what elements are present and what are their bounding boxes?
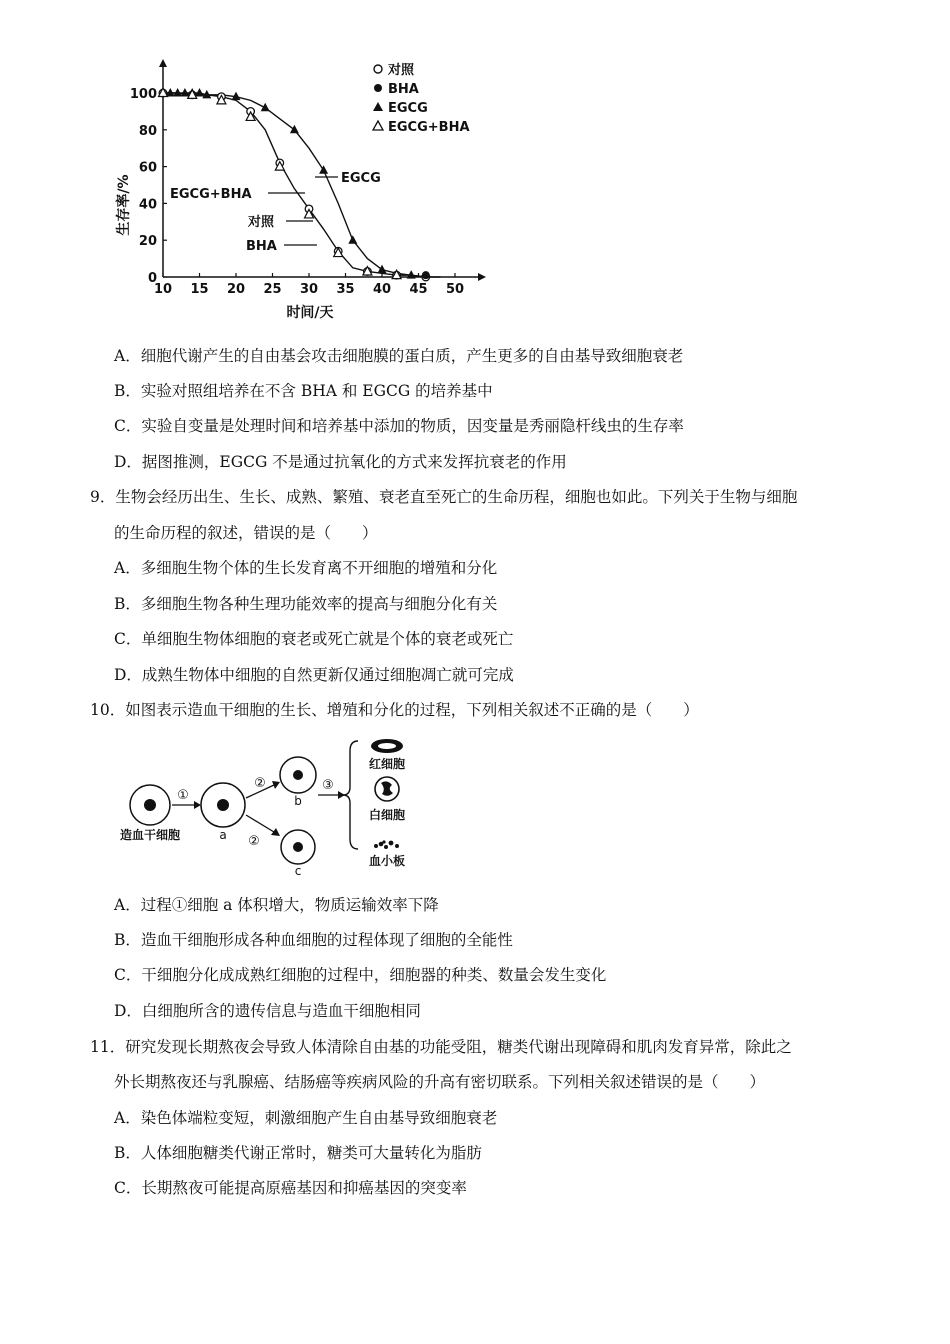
q9-stem-line2: 的生命历程的叙述，错误的是（ ）	[114, 524, 378, 542]
rbc-label: 红细胞	[368, 757, 406, 771]
x-tick-label: 15	[190, 282, 209, 297]
stem-cell-nucleus	[144, 799, 156, 811]
y-tick-label: 60	[138, 160, 157, 176]
q11-option-b[interactable]: B．人体细胞糖类代谢正常时，糖类可大量转化为脂肪	[114, 1144, 482, 1162]
legend-item-control: 对照	[388, 63, 415, 78]
annotation-egcg-bha: EGCG+BHA	[170, 187, 252, 202]
brace	[343, 741, 358, 849]
y-axis-arrow	[159, 59, 167, 67]
x-tick-label: 10	[153, 282, 173, 297]
series-curve-EGCG	[163, 93, 426, 277]
marker-egcg	[173, 88, 182, 97]
annotation-bha: BHA	[246, 239, 277, 254]
marker-egcg	[195, 88, 204, 97]
q9-option-b[interactable]: B．多细胞生物各种生理功能效率的提高与细胞分化有关	[114, 595, 498, 613]
q9-stem-line1: 9．生物会经历出生、生长、成熟、繁殖、衰老直至死亡的生命历程，细胞也如此。下列关于生物与细胞	[90, 488, 798, 506]
legend-item-egcg: EGCG	[388, 101, 428, 116]
x-tick-label: 20	[226, 282, 246, 297]
q10-option-a[interactable]: A．过程①细胞 a 体积增大，物质运输效率下降	[114, 896, 439, 914]
marker-bha	[422, 271, 430, 279]
q9-option-a[interactable]: A．多细胞生物个体的生长发育离不开细胞的增殖和分化	[114, 559, 498, 577]
q10-option-d[interactable]: D．白细胞所含的遗传信息与造血干细胞相同	[114, 1002, 421, 1020]
cell-c-nucleus	[293, 842, 303, 852]
platelet-icon	[374, 840, 399, 849]
platelet-label: 血小板	[368, 854, 406, 868]
marker-egcg	[290, 125, 299, 134]
marker-egcg	[348, 235, 357, 244]
x-axis-arrow	[478, 273, 486, 281]
q10-option-b[interactable]: B．造血干细胞形成各种血细胞的过程体现了细胞的全能性	[114, 931, 513, 949]
q8-option-b[interactable]: B．实验对照组培养在不含 BHA 和 EGCG 的培养基中	[114, 382, 493, 400]
marker-egcg	[378, 265, 387, 274]
red-blood-cell-center	[378, 743, 396, 749]
label-step2-top: ②	[254, 776, 266, 791]
q11-option-a[interactable]: A．染色体端粒变短，刺激细胞产生自由基导致细胞衰老	[114, 1109, 498, 1127]
q10-option-c[interactable]: C．干细胞分化成成熟红细胞的过程中，细胞器的种类、数量会发生变化	[114, 966, 607, 984]
y-tick-label: 40	[138, 197, 157, 213]
hematopoiesis-diagram	[110, 735, 430, 880]
q8-option-c[interactable]: C．实验自变量是处理时间和培养基中添加的物质，因变量是秀丽隐杆线虫的生存率	[114, 417, 684, 435]
legend-filled-circle-icon	[374, 84, 382, 92]
legend-item-bha: BHA	[388, 82, 419, 97]
y-tick-label: 0	[147, 271, 157, 286]
series-markers	[159, 88, 430, 281]
q11-stem-line1: 11．研究发现长期熬夜会导致人体清除自由基的功能受阻，糖类代谢出现障碍和肌肉发育异常，除此之	[90, 1038, 792, 1056]
marker-egcg	[180, 88, 189, 97]
legend-open-circle-icon	[374, 65, 382, 73]
legend-item-egcg-bha: EGCG+BHA	[388, 120, 470, 135]
cell-c-label: c	[294, 864, 302, 878]
q9-option-c[interactable]: C．单细胞生物体细胞的衰老或死亡就是个体的衰老或死亡	[114, 630, 514, 648]
cell-b-label: b	[294, 794, 302, 808]
legend	[373, 62, 470, 135]
q10-stem: 10．如图表示造血干细胞的生长、增殖和分化的过程，下列相关叙述不正确的是（ ）	[90, 701, 699, 719]
marker-egcg	[261, 103, 270, 112]
annotation-control: 对照	[248, 215, 275, 230]
survival-rate-chart	[110, 55, 510, 325]
legend-open-triangle-icon	[373, 121, 383, 130]
y-tick-label: 80	[138, 123, 157, 139]
q8-option-a[interactable]: A．细胞代谢产生的自由基会攻击细胞膜的蛋白质，产生更多的自由基导致细胞衰老	[114, 347, 684, 365]
q9-option-d[interactable]: D．成熟生物体中细胞的自然更新仅通过细胞凋亡就可完成	[114, 666, 514, 684]
x-tick-label: 40	[372, 282, 392, 297]
q11-stem-line2: 外长期熬夜还与乳腺癌、结肠癌等疾病风险的升高有密切联系。下列相关叙述错误的是（ ）	[114, 1073, 766, 1091]
annotation-egcg: EGCG	[341, 171, 381, 186]
wbc-label: 白细胞	[368, 808, 406, 822]
y-ticks	[130, 87, 167, 286]
x-tick-label: 25	[263, 282, 282, 297]
x-tick-label: 50	[445, 282, 465, 297]
legend-filled-triangle-icon	[373, 102, 383, 111]
stem-cell-label: 造血干细胞	[119, 828, 181, 842]
label-step1: ①	[177, 788, 189, 803]
y-tick-label: 20	[138, 234, 157, 250]
arrow-step2-bottom-head	[271, 828, 280, 836]
x-tick-label: 35	[336, 282, 355, 297]
cell-b-nucleus	[293, 770, 303, 780]
label-step2-bottom: ②	[248, 834, 260, 849]
cell-a-nucleus	[217, 799, 229, 811]
y-tick-label: 100	[129, 87, 157, 102]
q8-option-d[interactable]: D．据图推测，EGCG 不是通过抗氧化的方式来发挥抗衰老的作用	[114, 453, 567, 471]
y-axis-title: 生存率/%	[116, 174, 132, 236]
q11-option-c[interactable]: C．长期熬夜可能提高原癌基因和抑癌基因的突变率	[114, 1179, 467, 1197]
x-tick-label: 30	[299, 282, 319, 297]
y-axis-label	[115, 174, 132, 235]
x-axis-title: 时间/天	[286, 305, 334, 321]
arrow-step2-bottom	[246, 815, 274, 832]
x-tick-label: 45	[409, 282, 428, 297]
label-step3: ③	[322, 778, 334, 793]
cell-a-label: a	[219, 828, 227, 842]
arrow-step1-head	[194, 801, 201, 809]
